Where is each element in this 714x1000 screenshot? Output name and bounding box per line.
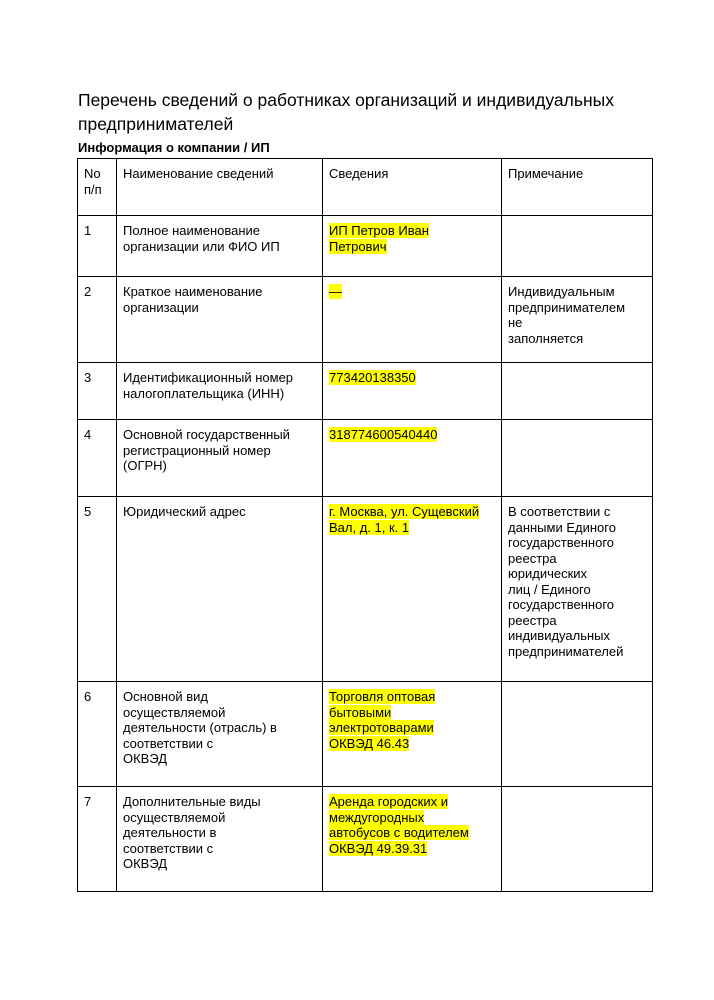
row-name: Основной государственный регистрационный номер (ОГРН) xyxy=(123,427,290,473)
row-note-cell xyxy=(502,420,653,497)
row-value-highlighted: 318774600540440 xyxy=(329,427,438,442)
row-name: Полное наименование организации или ФИО ИП xyxy=(123,223,280,254)
table-row xyxy=(78,363,653,420)
table-row xyxy=(78,277,653,363)
row-num-cell xyxy=(78,363,117,420)
row-name: Идентификационный номер налогоплательщика (ИНН) xyxy=(123,370,294,401)
row-name-cell xyxy=(117,277,323,363)
header-cell xyxy=(502,159,653,216)
section-subtitle: Информация о компании / ИП xyxy=(78,140,270,155)
header-cell xyxy=(323,159,502,216)
row-num: 7 xyxy=(84,794,92,809)
row-note-cell xyxy=(502,363,653,420)
row-value-cell xyxy=(323,216,502,277)
row-note: В соответствии с данными Единого государственного реестра юридических лиц / Единого государственного реестра индивидуальных предпринимателей xyxy=(508,504,624,659)
row-note-cell xyxy=(502,787,653,892)
row-value-highlighted: Торговля оптовая бытовыми электротоварами ОКВЭД 46.43 xyxy=(329,689,436,751)
row-name-cell xyxy=(117,420,323,497)
row-num-cell xyxy=(78,420,117,497)
row-name-cell xyxy=(117,216,323,277)
row-name: Краткое наименование организации xyxy=(123,284,263,315)
header-name: Наименование сведений xyxy=(123,166,274,181)
row-num-cell xyxy=(78,497,117,682)
row-name-cell xyxy=(117,363,323,420)
row-num-cell xyxy=(78,787,117,892)
row-value-cell xyxy=(323,682,502,787)
row-value-highlighted: ИП Петров Иван Петрович xyxy=(329,223,429,254)
header-value: Сведения xyxy=(329,166,389,181)
row-num: 6 xyxy=(84,689,92,704)
row-name-cell xyxy=(117,787,323,892)
row-num-cell xyxy=(78,216,117,277)
row-num: 4 xyxy=(84,427,92,442)
row-note-cell xyxy=(502,497,653,682)
row-name: Юридический адрес xyxy=(123,504,246,519)
row-value-highlighted: г. Москва, ул. Сущевский Вал, д. 1, к. 1 xyxy=(329,504,480,535)
row-name-cell xyxy=(117,497,323,682)
row-num: 3 xyxy=(84,370,92,385)
row-note-cell xyxy=(502,216,653,277)
row-name-cell xyxy=(117,682,323,787)
row-num: 2 xyxy=(84,284,92,299)
row-note: Индивидуальным предпринимателем не заполняется xyxy=(508,284,626,346)
row-value-cell xyxy=(323,497,502,682)
page-title: Перечень сведений о работниках организаций и индивидуальных предпринимателей xyxy=(78,90,614,134)
row-value-highlighted: — xyxy=(329,284,342,299)
row-name: Основной вид осуществляемой деятельности (отрасль) в соответствии с ОКВЭД xyxy=(123,689,277,766)
row-num-cell xyxy=(78,277,117,363)
header-cell xyxy=(78,159,117,216)
company-info-table xyxy=(77,158,653,892)
row-value-cell xyxy=(323,420,502,497)
row-value-highlighted: 773420138350 xyxy=(329,370,416,385)
header-note: Примечание xyxy=(508,166,584,181)
row-note-cell xyxy=(502,277,653,363)
table-header-row xyxy=(78,159,653,216)
row-value-cell xyxy=(323,363,502,420)
table-row xyxy=(78,682,653,787)
row-num: 1 xyxy=(84,223,92,238)
row-num-cell xyxy=(78,682,117,787)
header-cell xyxy=(117,159,323,216)
header-num: No п/п xyxy=(84,166,102,197)
row-value-cell xyxy=(323,787,502,892)
table-row xyxy=(78,216,653,277)
table-row xyxy=(78,497,653,682)
row-name: Дополнительные виды осуществляемой деятельности в соответствии с ОКВЭД xyxy=(123,794,261,871)
row-value-cell xyxy=(323,277,502,363)
row-num: 5 xyxy=(84,504,92,519)
table-row xyxy=(78,787,653,892)
row-note-cell xyxy=(502,682,653,787)
table-row xyxy=(78,420,653,497)
row-value-highlighted: Аренда городских и междугородных автобусов с водителем ОКВЭД 49.39.31 xyxy=(329,794,469,856)
